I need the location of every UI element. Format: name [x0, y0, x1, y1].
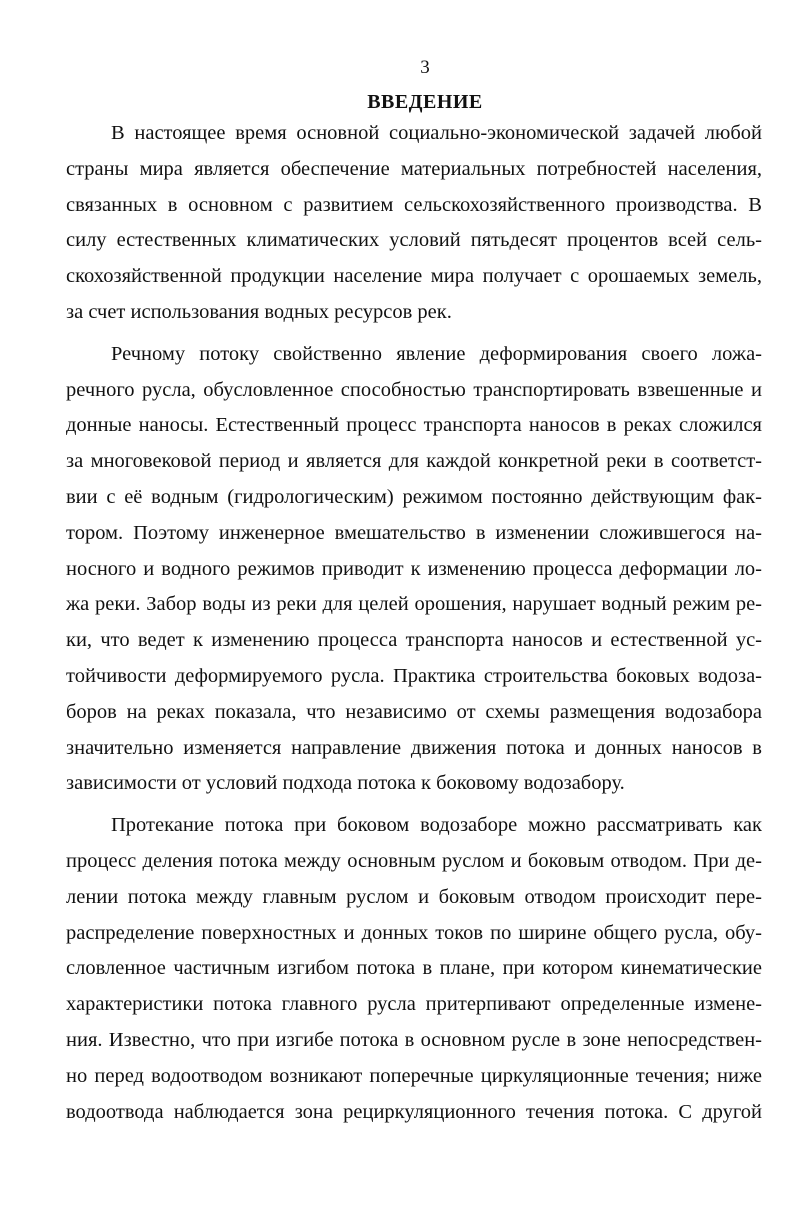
text-line: В настоящее время основной социально-экономической задачей любой	[111, 122, 762, 144]
text-line: речного русла, обусловленное способностью транспортировать взвешенные и	[66, 378, 762, 401]
text-line: донные наносы. Естественный процесс транспорта наносов в реках сложился	[66, 414, 762, 437]
text-line: носного и водного режимов приводит к изменению процесса деформации ло-	[66, 557, 762, 580]
text-line: но перед водоотводом возникают поперечные циркуляционные течения; ниже	[66, 1064, 762, 1087]
text-line: ки, что ведет к изменению процесса транспорта наносов и естественной ус-	[66, 629, 762, 652]
text-line: словленное частичным изгибом потока в плане, при котором кинематические	[66, 957, 762, 980]
text-line: тором. Поэтому инженерное вмешательство в изменении сложившегося на-	[66, 521, 762, 544]
page-number: 3	[420, 57, 430, 78]
text-line: значительно изменяется направление движения потока и донных наносов в	[66, 736, 762, 759]
text-line: за многовековой период и является для каждой конкретной реки в соответст-	[66, 450, 762, 473]
text-line: вии с её водным (гидрологическим) режимом постоянно действующим фак-	[66, 485, 762, 508]
text-line: ния. Известно, что при изгибе потока в основном русле в зоне непосредствен-	[66, 1028, 762, 1051]
text-line: за счет использования водных ресурсов рек.	[66, 300, 452, 323]
text-line: силу естественных климатических условий пятьдесят процентов всей сель-	[66, 229, 762, 252]
document-page	[66, 56, 762, 1130]
text-line: водоотвода наблюдается зона рециркуляционного течения потока. С другой	[66, 1100, 762, 1123]
text-line: процесс деления потока между основным руслом и боковым отводом. При де-	[66, 849, 762, 872]
text-line: характеристики потока главного русла притерпивают определенные измене-	[66, 993, 762, 1016]
text-line: лении потока между главным руслом и боковым отводом происходит пере-	[66, 885, 762, 908]
text-line: страны мира является обеспечение материальных потребностей населения,	[66, 157, 762, 180]
text-line: боров на реках показала, что независимо от схемы размещения водозабора	[66, 700, 762, 723]
text-line: скохозяйственной продукции население мира получает с орошаемых земель,	[66, 265, 762, 288]
text-line: Речному потоку свойственно явление деформирования своего ложа-	[111, 342, 762, 365]
text-line: жа реки. Забор воды из реки для целей орошения, нарушает водный режим ре-	[66, 593, 762, 616]
text-line: связанных в основном с развитием сельскохозяйственного производства. В	[66, 193, 762, 216]
text-line: Протекание потока при боковом водозаборе можно рассматривать как	[111, 814, 762, 837]
paragraph-1	[66, 116, 762, 331]
paragraph-2	[66, 337, 762, 802]
text-line: зависимости от условий подхода потока к боковому водозабору.	[66, 772, 625, 795]
text-line: тойчивости деформируемого русла. Практика строительства боковых водоза-	[66, 664, 762, 687]
text-line: распределение поверхностных и донных токов по ширине общего русла, обу-	[66, 921, 762, 944]
section-heading: ВВЕДЕНИЕ	[367, 91, 483, 113]
paragraph-3	[66, 808, 762, 1130]
